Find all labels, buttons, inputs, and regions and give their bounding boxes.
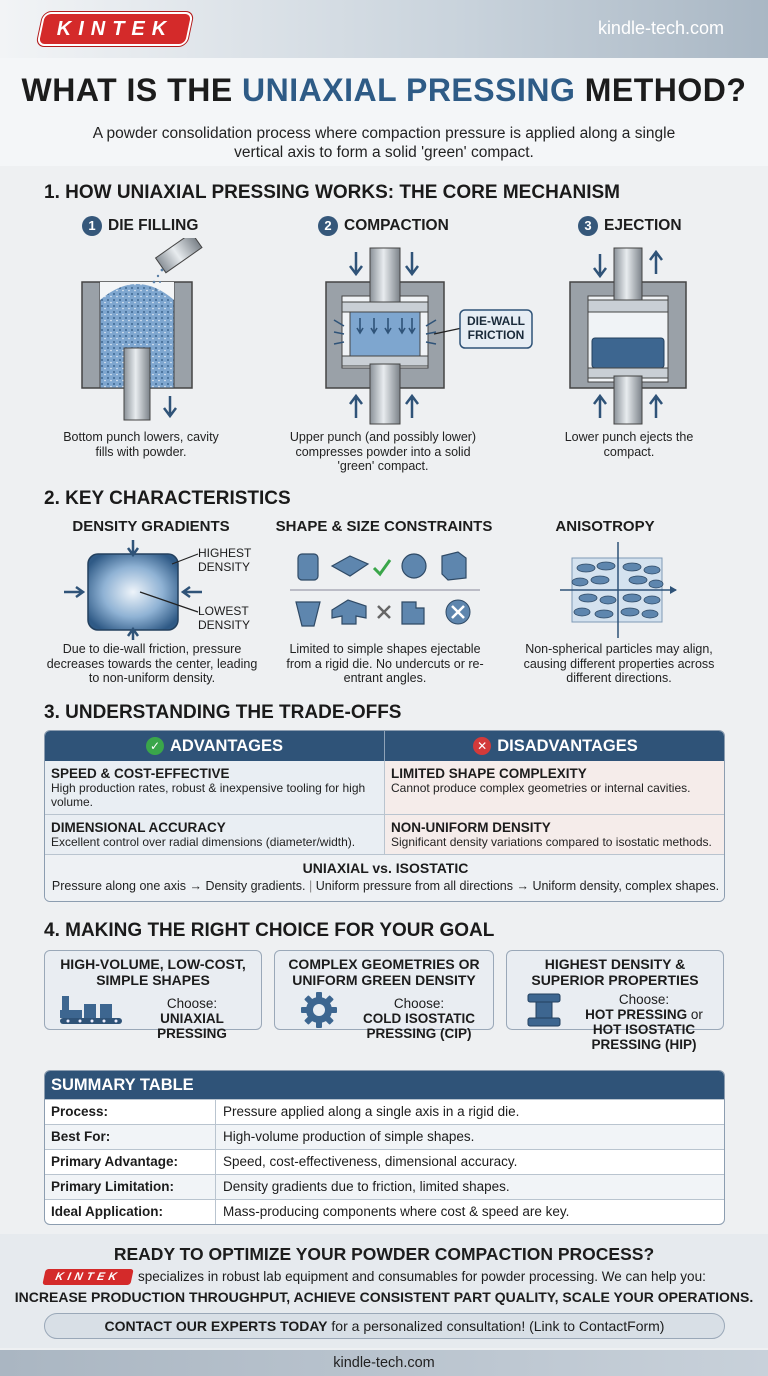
step3-number: 3 <box>578 216 598 236</box>
goal-card-cip-title: COMPLEX GEOMETRIES OR UNIFORM GREEN DENSITY <box>288 956 480 988</box>
choice-hip: HOT ISOSTATIC PRESSING (HIP) <box>591 1022 697 1052</box>
disadvantage-1-text: Cannot produce complex geometries or internal cavities. <box>391 781 691 795</box>
density-gradients-caption: Due to die-wall friction, pressure decreases towards the center, leading to non-uniform density. <box>46 642 258 685</box>
contact-button-bold: CONTACT OUR EXPERTS TODAY <box>104 1318 328 1334</box>
step1-label <box>82 216 198 236</box>
anisotropy-caption: Non-spherical particles may align, causing different properties across different directions. <box>523 642 715 685</box>
lowest-density-label: LOWEST DENSITY <box>198 604 251 632</box>
site-url-top[interactable]: kindle-tech.com <box>597 18 724 38</box>
summary-value: High-volume production of simple shapes. <box>223 1129 475 1144</box>
goal-card-uniaxial-title: HIGH-VOLUME, LOW-COST, SIMPLE SHAPES <box>60 956 246 988</box>
section2-title: 2. KEY CHARACTERISTICS <box>44 488 291 509</box>
advantages-header <box>45 731 385 761</box>
summary-value: Pressure applied along a single axis in a rigid die. <box>223 1104 520 1119</box>
cta-line-text: specializes in robust lab equipment and consumables for powder processing. We can help you: <box>138 1269 706 1284</box>
comparison-left: Pressure along one axis → Density gradients. <box>51 879 306 893</box>
summary-value: Mass-producing components where cost & speed are key. <box>223 1204 570 1219</box>
highest-density-label: HIGHEST DENSITY <box>198 546 252 574</box>
density-gradients-title: DENSITY GRADIENTS <box>72 518 230 535</box>
advantage-1-heading: SPEED & COST-EFFECTIVE <box>51 766 230 781</box>
step1-number: 1 <box>82 216 102 236</box>
disadvantage-2 <box>385 815 725 855</box>
choice-uniaxial: UNIAXIAL PRESSING <box>157 1011 227 1041</box>
step3-label <box>578 216 682 236</box>
title-suffix: METHOD? <box>575 72 747 108</box>
contact-button-rest: for a personalized consultation! (Link to ContactForm) <box>327 1318 665 1334</box>
summary-row <box>45 1099 724 1124</box>
goal-card-uniaxial-choice <box>130 996 254 1041</box>
advantage-2-text: Excellent control over radial dimensions (diameter/width). <box>51 835 356 849</box>
step2-number: 2 <box>318 216 338 236</box>
summary-value: Density gradients due to friction, limited shapes. <box>223 1179 510 1194</box>
advantage-1-text: High production rates, robust & inexpensive tooling for high volume. <box>51 781 366 809</box>
summary-key: Best For: <box>51 1129 111 1144</box>
summary-key: Primary Limitation: <box>51 1179 175 1194</box>
summary-value: Speed, cost-effectiveness, dimensional accuracy. <box>223 1154 518 1169</box>
factory-icon <box>58 992 126 1026</box>
section3-title: 3. UNDERSTANDING THE TRADE-OFFS <box>44 702 402 723</box>
choice-or: or <box>690 1007 703 1022</box>
summary-key: Primary Advantage: <box>51 1154 179 1169</box>
shapes-diagram <box>290 544 480 634</box>
disadvantages-header-text: DISADVANTAGES <box>497 736 638 755</box>
summary-row <box>45 1199 724 1224</box>
logo-text: KINTEK <box>56 18 174 40</box>
die-wall-friction-callout: DIE-WALL FRICTION <box>467 314 525 342</box>
goal-card-cip-choice <box>352 996 486 1041</box>
step3-caption: Lower punch ejects the compact. <box>564 430 694 459</box>
cta-benefits: INCREASE PRODUCTION THROUGHPUT, ACHIEVE CONSISTENT PART QUALITY, SCALE YOUR OPERATIONS. <box>14 1289 754 1305</box>
comparison-right: Uniform pressure from all directions → Uniform density, complex shapes. <box>315 879 720 893</box>
choice-hot-pressing: HOT PRESSING <box>585 1007 688 1022</box>
disadvantage-1 <box>385 761 725 815</box>
step1-text: DIE FILLING <box>108 217 199 234</box>
section4-title: 4. MAKING THE RIGHT CHOICE FOR YOUR GOAL <box>44 920 495 941</box>
page-subtitle: A powder consolidation process where compaction pressure is applied along a single vertical axis to form a solid 'green' compact. <box>92 125 676 161</box>
ejection-illustration <box>560 238 700 428</box>
cross-icon: ✕ <box>473 737 491 755</box>
section1-title: 1. HOW UNIAXIAL PRESSING WORKS: THE CORE MECHANISM <box>44 182 621 203</box>
step3-text: EJECTION <box>604 217 682 234</box>
goal-card-hip-title: HIGHEST DENSITY & SUPERIOR PROPERTIES <box>531 956 699 988</box>
shape-constraints-title: SHAPE & SIZE CONSTRAINTS <box>275 518 493 535</box>
comparison-row <box>45 855 725 902</box>
summary-key: Process: <box>51 1104 109 1119</box>
disadvantages-header <box>385 731 725 761</box>
step2-text: COMPACTION <box>344 217 449 234</box>
anisotropy-title: ANISOTROPY <box>555 518 655 535</box>
footer-site-url[interactable]: kindle-tech.com <box>0 1350 768 1376</box>
choose-label-2: Choose: <box>393 996 445 1011</box>
contact-experts-button[interactable] <box>44 1313 725 1339</box>
comparison-title: UNIAXIAL vs. ISOSTATIC <box>302 860 469 876</box>
advantage-2-heading: DIMENSIONAL ACCURACY <box>51 820 226 835</box>
advantages-header-text: ADVANTAGES <box>169 736 284 755</box>
title-highlight: UNIAXIAL PRESSING <box>242 72 576 108</box>
summary-key: Ideal Application: <box>51 1204 164 1219</box>
summary-table <box>44 1070 725 1225</box>
page-title <box>0 72 768 109</box>
disadvantage-2-text: Significant density variations compared to isostatic methods. <box>391 835 712 849</box>
anisotropy-diagram <box>560 540 680 640</box>
check-icon: ✓ <box>146 737 164 755</box>
choose-label-3: Choose: <box>618 992 670 1007</box>
cylinder-part-icon <box>520 992 570 1028</box>
advantage-2 <box>45 815 385 855</box>
step1-caption: Bottom punch lowers, cavity fills with powder. <box>63 430 219 459</box>
summary-row <box>45 1149 724 1174</box>
disadvantage-1-heading: LIMITED SHAPE COMPLEXITY <box>391 766 587 781</box>
summary-title: SUMMARY TABLE <box>45 1071 724 1099</box>
step2-label <box>318 216 449 236</box>
gear-icon <box>290 992 348 1028</box>
tradeoff-table <box>44 730 725 902</box>
disadvantage-2-heading: NON-UNIFORM DENSITY <box>391 820 551 835</box>
kintek-logo[interactable] <box>39 14 191 44</box>
summary-row <box>45 1174 724 1199</box>
cta-line <box>44 1268 734 1286</box>
comparison-text: Pressure along one axis → Density gradients. | Uniform pressure from all directions → Uniform density, complex shapes. <box>51 879 720 893</box>
die-filling-illustration <box>70 238 220 428</box>
choice-cip: COLD ISOSTATIC PRESSING (CIP) <box>363 1011 475 1041</box>
choose-label-1: Choose: <box>166 996 218 1011</box>
summary-row <box>45 1124 724 1149</box>
kintek-mini-logo: KINTEK <box>42 1269 133 1285</box>
title-prefix: WHAT IS THE <box>21 72 243 108</box>
advantage-1 <box>45 761 385 815</box>
shape-constraints-caption: Limited to simple shapes ejectable from a rigid die. No undercuts or re-entrant angles. <box>286 642 484 685</box>
goal-card-hip-choice <box>568 992 720 1052</box>
step2-caption: Upper punch (and possibly lower) compresses powder into a solid 'green' compact. <box>289 430 477 473</box>
cta-title: READY TO OPTIMIZE YOUR POWDER COMPACTION PROCESS? <box>113 1244 655 1264</box>
